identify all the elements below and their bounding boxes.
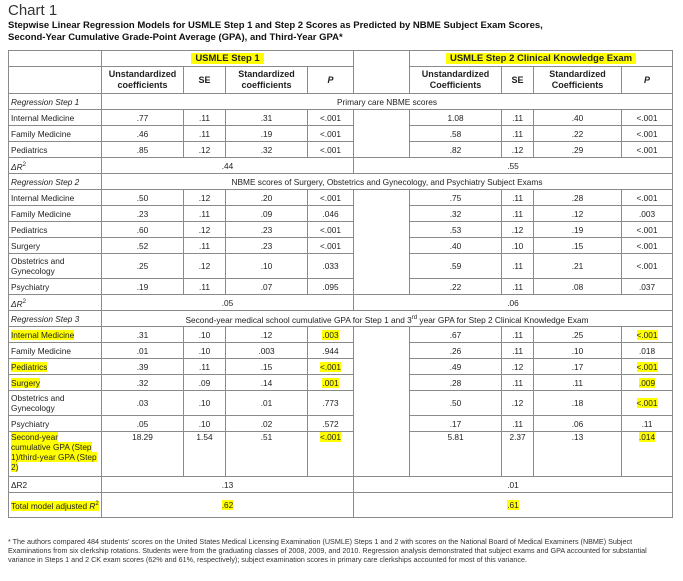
- step3-rows: [9, 327, 673, 477]
- s1-unstd: .01: [102, 343, 184, 359]
- s1-p: <.001: [308, 238, 354, 254]
- table-row: [9, 416, 673, 432]
- gap-cell: [354, 126, 410, 142]
- gap-cell: [354, 254, 410, 279]
- s1-std: .19: [226, 126, 308, 142]
- s2-p: .014: [622, 432, 673, 477]
- s2-se: .11: [502, 190, 534, 206]
- row-label: Obstetrics and Gynecology: [9, 391, 102, 416]
- s1-std: .23: [226, 222, 308, 238]
- step-header-row: [9, 174, 673, 190]
- s2-unstd: .40: [410, 238, 502, 254]
- s1-unstd: .25: [102, 254, 184, 279]
- s1-se: .12: [184, 142, 226, 158]
- s2-se: .11: [502, 343, 534, 359]
- s2-std: .10: [534, 343, 622, 359]
- s1-se: 1.54: [184, 432, 226, 477]
- total-s2: .61: [354, 493, 673, 518]
- s2-unstd: .17: [410, 416, 502, 432]
- s2-std: .25: [534, 327, 622, 343]
- gap-cell: [354, 375, 410, 391]
- s1-p: .001: [308, 375, 354, 391]
- s2-se: .11: [502, 416, 534, 432]
- step-header-row: [9, 94, 673, 110]
- table-row: [9, 110, 673, 126]
- row-label: Surgery: [9, 238, 102, 254]
- s2-unstd: .32: [410, 206, 502, 222]
- s1-std: .20: [226, 190, 308, 206]
- total-model-row: [9, 493, 673, 518]
- s1-se: .11: [184, 359, 226, 375]
- delta-r2-label: $\Delta R^2$: [9, 158, 102, 174]
- s1-se: .11: [184, 126, 226, 142]
- s1-std: .10: [226, 254, 308, 279]
- s2-se: .11: [502, 126, 534, 142]
- s2-p: .11: [622, 416, 673, 432]
- column-header-row: [9, 67, 673, 94]
- s2-p: <.001: [622, 391, 673, 416]
- s2-unstd-header: Unstandardized Coefficients: [410, 67, 502, 94]
- s1-unstd: .31: [102, 327, 184, 343]
- s2-unstd: .49: [410, 359, 502, 375]
- s1-std: .003: [226, 343, 308, 359]
- s1-unstd: .46: [102, 126, 184, 142]
- s1-se: .10: [184, 327, 226, 343]
- s2-se: .11: [502, 327, 534, 343]
- s2-se: .12: [502, 391, 534, 416]
- s1-unstd: .39: [102, 359, 184, 375]
- step2-title: USMLE Step 2 Clinical Knowledge Exam: [446, 53, 636, 64]
- s2-unstd: .53: [410, 222, 502, 238]
- s1-unstd: .60: [102, 222, 184, 238]
- s2-se-header: SE: [502, 67, 534, 94]
- s1-unstd: .03: [102, 391, 184, 416]
- gap-cell: [354, 206, 410, 222]
- s1-se: .11: [184, 206, 226, 222]
- s2-p: <.001: [622, 142, 673, 158]
- row-label: Family Medicine: [9, 343, 102, 359]
- s1-std: .01: [226, 391, 308, 416]
- s2-p: <.001: [622, 359, 673, 375]
- delta-r2-s2: .55: [354, 158, 673, 174]
- corner-cell: [9, 51, 102, 67]
- s1-p-header: P: [308, 67, 354, 94]
- table-row: [9, 206, 673, 222]
- row-label: Pediatrics: [9, 142, 102, 158]
- s1-std: .12: [226, 327, 308, 343]
- delta-r2-s1: .44: [102, 158, 354, 174]
- s2-p: <.001: [622, 238, 673, 254]
- s1-p: .046: [308, 206, 354, 222]
- s1-se: .12: [184, 222, 226, 238]
- chart-label: Chart 1: [8, 2, 58, 19]
- gap-cell: [354, 238, 410, 254]
- s1-std: .31: [226, 110, 308, 126]
- s2-p: <.001: [622, 222, 673, 238]
- s1-unstd: .19: [102, 279, 184, 295]
- delta-r2-row: [9, 477, 673, 493]
- s2-std: .11: [534, 375, 622, 391]
- gap-cell: [354, 51, 410, 67]
- s2-se: .12: [502, 222, 534, 238]
- s2-std: .28: [534, 190, 622, 206]
- s2-se: .11: [502, 254, 534, 279]
- gap-cell: [354, 343, 410, 359]
- s2-unstd: .82: [410, 142, 502, 158]
- s1-p: <.001: [308, 432, 354, 477]
- s2-p: <.001: [622, 110, 673, 126]
- s1-std: .32: [226, 142, 308, 158]
- s1-unstd: .50: [102, 190, 184, 206]
- table-row: [9, 343, 673, 359]
- s2-se: .11: [502, 206, 534, 222]
- row-label: Internal Medicine: [9, 327, 102, 343]
- s1-p: .773: [308, 391, 354, 416]
- s2-se: 2.37: [502, 432, 534, 477]
- gap-cell: [354, 416, 410, 432]
- s2-unstd: 5.81: [410, 432, 502, 477]
- s1-unstd-header: Unstandardized coefficients: [102, 67, 184, 94]
- s1-unstd: 18.29: [102, 432, 184, 477]
- s2-p: <.001: [622, 126, 673, 142]
- s2-unstd: 1.08: [410, 110, 502, 126]
- step1-title: USMLE Step 1: [191, 53, 263, 64]
- s2-unstd: .75: [410, 190, 502, 206]
- s1-std: .14: [226, 375, 308, 391]
- gap-cell: [354, 391, 410, 416]
- delta-r2-s1: .05: [102, 295, 354, 311]
- delta-r2-row: [9, 295, 673, 311]
- s1-se: .12: [184, 254, 226, 279]
- table-row: [9, 238, 673, 254]
- s2-p: <.001: [622, 327, 673, 343]
- s2-se: .12: [502, 142, 534, 158]
- gap-cell: [354, 142, 410, 158]
- row-label: Pediatrics: [9, 359, 102, 375]
- s2-unstd: .67: [410, 327, 502, 343]
- regression-table: [8, 50, 673, 518]
- s2-unstd: .50: [410, 391, 502, 416]
- s2-std: .17: [534, 359, 622, 375]
- s2-unstd: .28: [410, 375, 502, 391]
- s2-unstd: .22: [410, 279, 502, 295]
- row-label: Second-year cumulative GPA (Step 1)/third-year GPA (Step 2): [9, 432, 102, 477]
- step2-label: Regression Step 2: [9, 174, 102, 190]
- step3-description: Second-year medical school cumulative GPA for Step 1 and 3rd year GPA for Step 2 Clinical Knowledge Exam: [102, 311, 673, 327]
- group-header-row: [9, 51, 673, 67]
- s1-unstd: .05: [102, 416, 184, 432]
- step-header-row: [9, 311, 673, 327]
- step1-rows: [9, 110, 673, 158]
- total-label: Total model adjusted $R^2$: [9, 493, 102, 518]
- s2-std: .06: [534, 416, 622, 432]
- table-row: [9, 432, 673, 477]
- s1-std: .51: [226, 432, 308, 477]
- s1-unstd: .85: [102, 142, 184, 158]
- s1-p: .033: [308, 254, 354, 279]
- s2-std: .22: [534, 126, 622, 142]
- table-caption: Stepwise Linear Regression Models for USMLE Step 1 and Step 2 Scores as Predicted by NBME Subject Exam Scores, Second-Year Cumulative Grade-Point Average (GPA), and Third-Year GPA*: [8, 20, 543, 43]
- row-label: Pediatrics: [9, 222, 102, 238]
- s2-p: .009: [622, 375, 673, 391]
- row-label: Internal Medicine: [9, 110, 102, 126]
- s1-std: .15: [226, 359, 308, 375]
- s2-se: .11: [502, 375, 534, 391]
- s2-p: .003: [622, 206, 673, 222]
- s1-p: <.001: [308, 222, 354, 238]
- label-header: [9, 67, 102, 94]
- gap-cell: [354, 110, 410, 126]
- s1-std: .09: [226, 206, 308, 222]
- s1-se-header: SE: [184, 67, 226, 94]
- s1-p: .944: [308, 343, 354, 359]
- total-s1: .62: [102, 493, 354, 518]
- s1-unstd: .77: [102, 110, 184, 126]
- s2-std: .08: [534, 279, 622, 295]
- table-row: [9, 254, 673, 279]
- step1-description: Primary care NBME scores: [102, 94, 673, 110]
- row-label: Family Medicine: [9, 206, 102, 222]
- s1-std-header: Standardized coefficients: [226, 67, 308, 94]
- s1-p: <.001: [308, 190, 354, 206]
- delta-r2-s1: .13: [102, 477, 354, 493]
- s1-p: <.001: [308, 142, 354, 158]
- s2-unstd: .59: [410, 254, 502, 279]
- step1-label: Regression Step 1: [9, 94, 102, 110]
- s1-se: .11: [184, 110, 226, 126]
- delta-r2-row: [9, 158, 673, 174]
- table-row: [9, 190, 673, 206]
- s2-p: .037: [622, 279, 673, 295]
- row-label: Family Medicine: [9, 126, 102, 142]
- s1-p: .572: [308, 416, 354, 432]
- s1-unstd: .32: [102, 375, 184, 391]
- gap-cell: [354, 432, 410, 477]
- delta-r2-label: ΔR2: [9, 477, 102, 493]
- table-row: [9, 375, 673, 391]
- s2-p-header: P: [622, 67, 673, 94]
- s2-std: .29: [534, 142, 622, 158]
- row-label: Surgery: [9, 375, 102, 391]
- s1-std: .02: [226, 416, 308, 432]
- gap-cell: [354, 279, 410, 295]
- s2-std: .18: [534, 391, 622, 416]
- s2-p: <.001: [622, 190, 673, 206]
- s1-se: .12: [184, 190, 226, 206]
- step1-group-header: [102, 51, 354, 67]
- row-label: Psychiatry: [9, 279, 102, 295]
- row-label: Internal Medicine: [9, 190, 102, 206]
- gap-cell: [354, 359, 410, 375]
- step2-group-header: [410, 51, 673, 67]
- s1-se: .10: [184, 391, 226, 416]
- delta-r2-s2: .01: [354, 477, 673, 493]
- s1-p: <.001: [308, 126, 354, 142]
- s2-se: .11: [502, 110, 534, 126]
- delta-r2-label: $\Delta R^2$: [9, 295, 102, 311]
- s1-std: .23: [226, 238, 308, 254]
- delta-r2-s2: .06: [354, 295, 673, 311]
- table-row: [9, 142, 673, 158]
- s1-se: .10: [184, 416, 226, 432]
- s2-std-header: Standardized Coefficients: [534, 67, 622, 94]
- s2-std: .40: [534, 110, 622, 126]
- table-row: [9, 126, 673, 142]
- s2-std: .19: [534, 222, 622, 238]
- s2-std: .15: [534, 238, 622, 254]
- table-row: [9, 222, 673, 238]
- s1-se: .11: [184, 279, 226, 295]
- s2-se: .10: [502, 238, 534, 254]
- s2-se: .11: [502, 279, 534, 295]
- s1-se: .11: [184, 238, 226, 254]
- footnote: * The authors compared 484 students' scores on the United States Medical Licensing Examination (USMLE) Steps 1 and 2 with scores on the National Board of Medical Examiners (NBME) Subject Examinations from six clerkship rotations. Students were from the graduating classes of 2008, 2009, and 2010. Regression analysis demonstrated that subject exams and GPA accounted for substantial variance in Steps 1 and 2 CK exam scores (62% and 61%, respectively); subject examination scores in primary care clerkships accounted for most of this variance.: [8, 537, 647, 564]
- row-label: Obstetrics and Gynecology: [9, 254, 102, 279]
- s1-std: .07: [226, 279, 308, 295]
- s2-unstd: .26: [410, 343, 502, 359]
- s1-p: <.001: [308, 110, 354, 126]
- table-row: [9, 391, 673, 416]
- s1-p: <.001: [308, 359, 354, 375]
- gap-cell: [354, 67, 410, 94]
- s1-unstd: .52: [102, 238, 184, 254]
- s1-se: .10: [184, 343, 226, 359]
- table-row: [9, 327, 673, 343]
- gap-cell: [354, 190, 410, 206]
- s2-se: .12: [502, 359, 534, 375]
- s1-p: .095: [308, 279, 354, 295]
- s1-unstd: .23: [102, 206, 184, 222]
- table-row: [9, 359, 673, 375]
- gap-cell: [354, 327, 410, 343]
- step2-description: NBME scores of Surgery, Obstetrics and Gynecology, and Psychiatry Subject Exams: [102, 174, 673, 190]
- s2-std: .12: [534, 206, 622, 222]
- row-label: Psychiatry: [9, 416, 102, 432]
- table-row: [9, 279, 673, 295]
- gap-cell: [354, 222, 410, 238]
- s2-unstd: .58: [410, 126, 502, 142]
- step3-label: Regression Step 3: [9, 311, 102, 327]
- s1-p: .003: [308, 327, 354, 343]
- s1-se: .09: [184, 375, 226, 391]
- s2-std: .21: [534, 254, 622, 279]
- s2-p: <.001: [622, 254, 673, 279]
- s2-std: .13: [534, 432, 622, 477]
- s2-p: .018: [622, 343, 673, 359]
- step2-rows: [9, 190, 673, 295]
